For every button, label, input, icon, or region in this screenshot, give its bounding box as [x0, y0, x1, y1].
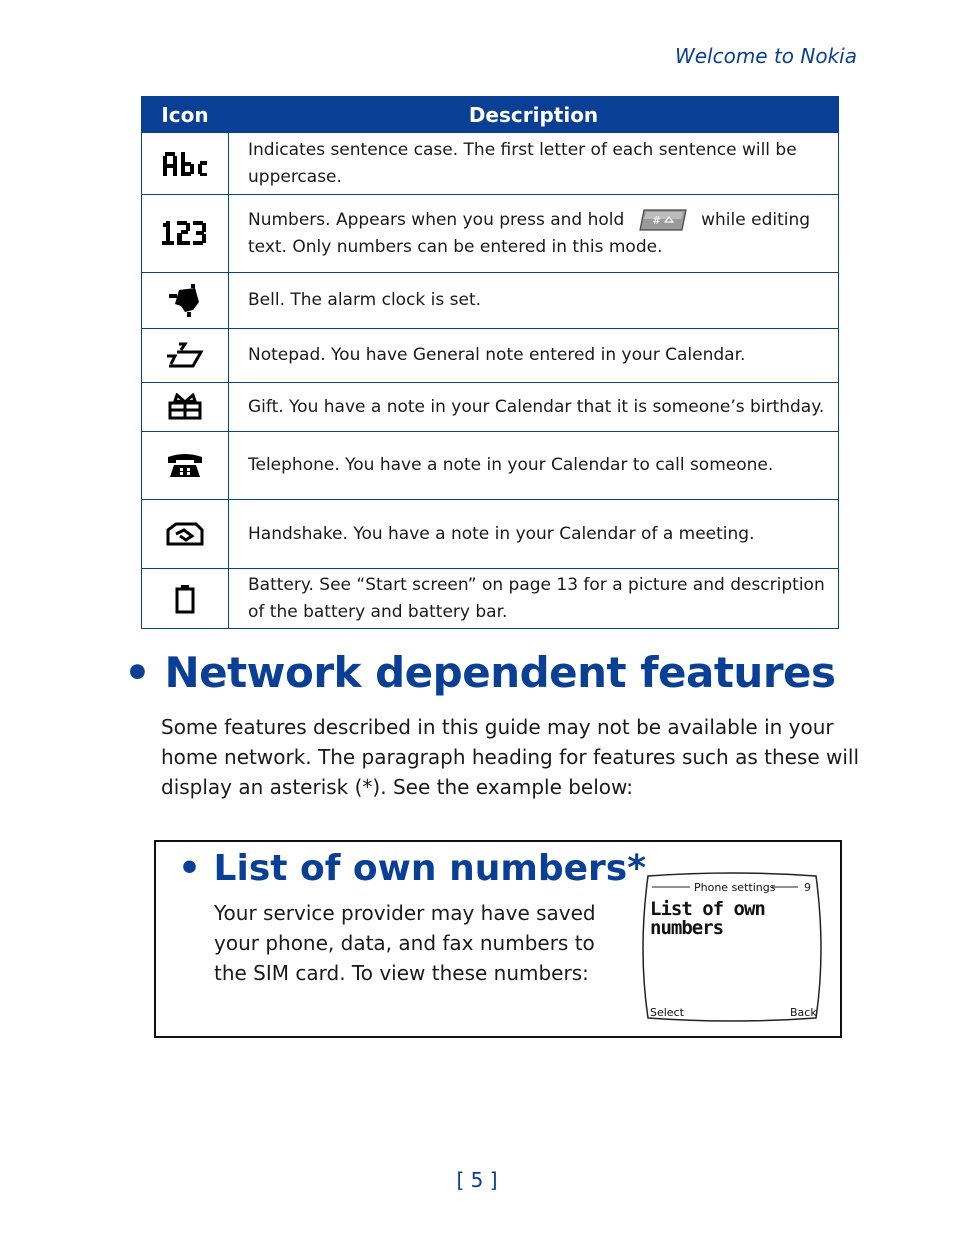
column-header-icon: Icon — [142, 97, 229, 133]
phone-softkey-back: Back — [790, 1006, 817, 1019]
row-description: Bell. The alarm clock is set. — [229, 273, 839, 329]
phone-menu-item-line2: numbers — [650, 917, 724, 939]
column-header-description: Description — [229, 97, 839, 133]
handshake-icon — [166, 520, 204, 548]
phone-menu-title: Phone settings — [694, 881, 776, 894]
notepad-icon — [165, 342, 205, 370]
table-row — [142, 569, 839, 629]
row-description: Gift. You have a note in your Calendar that it is someone’s birthday. — [229, 383, 839, 432]
running-header: Welcome to Nokia — [674, 44, 857, 68]
row-description: Notepad. You have General note entered in your Calendar. — [229, 329, 839, 383]
table-row — [142, 133, 839, 195]
example-box — [154, 840, 842, 1038]
abc-sentence-case-icon — [161, 150, 209, 178]
table-row — [142, 195, 839, 273]
svg-text:#: # — [651, 213, 661, 227]
hash-key-icon — [638, 209, 688, 231]
icon-table — [141, 96, 839, 629]
gift-icon — [167, 393, 203, 421]
row-description: Indicates sentence case. The first letter of each sentence will be uppercase. — [229, 133, 839, 195]
telephone-icon — [166, 453, 204, 479]
phone-menu-item-line1: List of own — [650, 898, 765, 920]
example-body: Your service provider may have saved your phone, data, and fax numbers to the SIM card. To view these numbers: — [214, 901, 596, 985]
bell-icon — [165, 284, 205, 318]
table-row — [142, 432, 839, 500]
page-number: [ 5 ] — [456, 1168, 498, 1192]
table-row — [142, 383, 839, 432]
row-description: Battery. See “Start screen” on page 13 for a picture and description of the battery and battery bar. — [229, 569, 839, 629]
row-description: Numbers. Appears when you press and hold — [248, 209, 625, 230]
row-description: Handshake. You have a note in your Calendar of a meeting. — [229, 500, 839, 569]
numbers-mode-icon — [161, 221, 209, 247]
phone-menu-number: 9 — [804, 881, 811, 894]
row-description-continued: while editing text. Only numbers can be entered in this mode. — [248, 209, 811, 257]
table-header-row — [142, 97, 839, 133]
phone-softkey-select: Select — [650, 1006, 684, 1019]
phone-screen-illustration — [638, 870, 826, 1024]
table-row — [142, 500, 839, 569]
table-row — [142, 273, 839, 329]
table-row — [142, 329, 839, 383]
battery-icon — [174, 584, 196, 614]
section-intro: Some features described in this guide may not be available in your home network. The paragraph heading for features such as these will display an asterisk (*). See the example below: — [161, 715, 860, 799]
section-heading: • Network dependent features — [124, 648, 836, 697]
row-description: Telephone. You have a note in your Calendar to call someone. — [229, 432, 839, 500]
example-heading: • List of own numbers* — [178, 848, 647, 889]
